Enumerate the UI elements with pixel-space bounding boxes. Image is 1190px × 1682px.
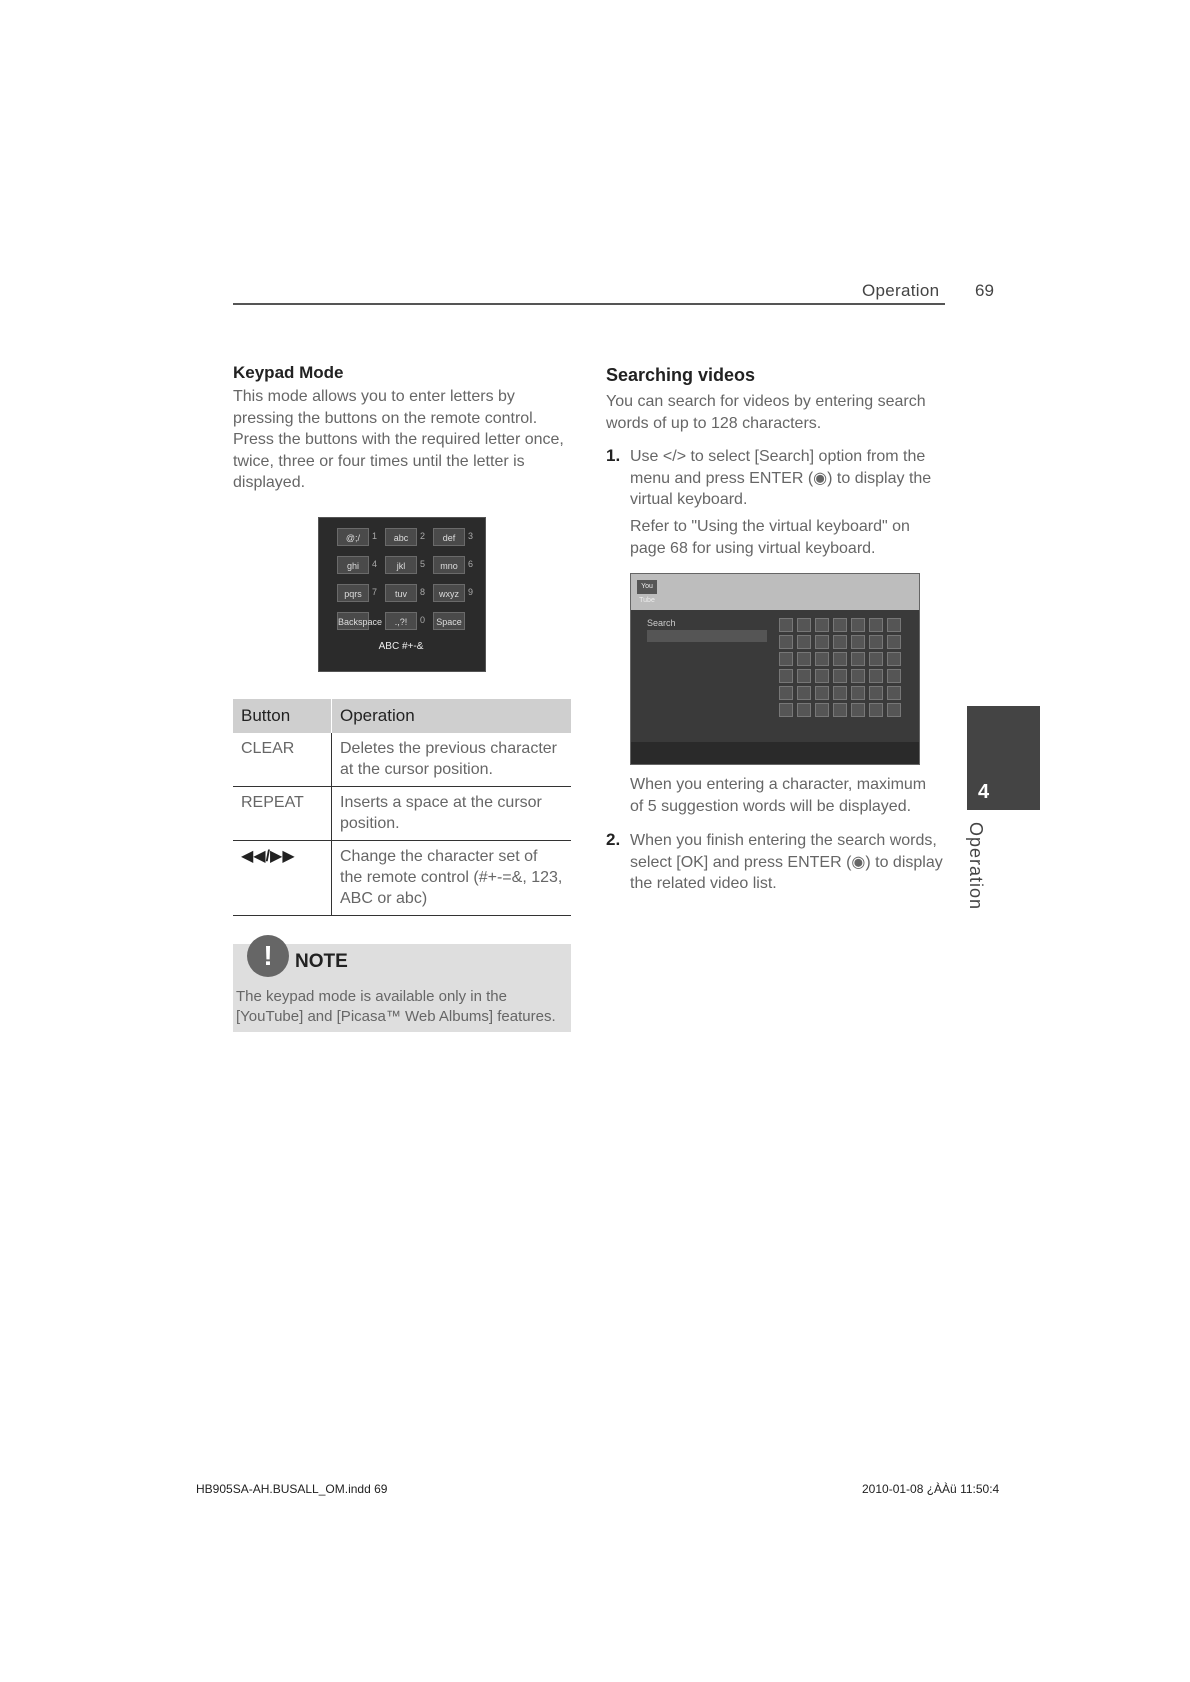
virtual-key — [815, 652, 829, 666]
screenshot-search-label: Search — [647, 618, 676, 628]
screenshot-caption: When you entering a character, maximum of 5 suggestion words will be displayed. — [630, 776, 927, 815]
keypad-key: .,?! — [385, 612, 417, 630]
virtual-key — [815, 669, 829, 683]
table-cell-button: ◀◀/▶▶ — [233, 841, 332, 916]
virtual-key — [779, 618, 793, 632]
note-title: NOTE — [295, 951, 348, 972]
virtual-key — [833, 618, 847, 632]
keypad-key: pqrs — [337, 584, 369, 602]
footer-file-info: HB905SA-AH.BUSALL_OM.indd 69 — [196, 1482, 388, 1496]
virtual-key — [851, 669, 865, 683]
keypad-key: tuv — [385, 584, 417, 602]
keypad-key-number: 3 — [468, 531, 474, 541]
step-text: When you finish entering the search words, select [OK] and press ENTER (◉) to display the related video list. — [630, 832, 943, 892]
virtual-key — [869, 703, 883, 717]
virtual-key — [869, 635, 883, 649]
running-header-section: Operation — [862, 281, 940, 300]
virtual-key — [779, 703, 793, 717]
header-rule — [233, 303, 945, 305]
virtual-key — [797, 669, 811, 683]
keypad-key-number: 8 — [420, 587, 426, 597]
keypad-key: Backspace — [337, 612, 369, 630]
virtual-key — [851, 635, 865, 649]
keypad-key-number: 6 — [468, 559, 474, 569]
keypad-key-number: 7 — [372, 587, 378, 597]
step-text: Use </> to select [Search] option from the menu and press ENTER (◉) to display the virtual keyboard. — [630, 448, 932, 508]
virtual-key — [779, 686, 793, 700]
table-cell-button: REPEAT — [233, 787, 332, 841]
virtual-key — [869, 618, 883, 632]
table-header-operation: Operation — [332, 699, 572, 733]
button-operation-table — [233, 699, 571, 916]
virtual-key — [833, 669, 847, 683]
keypad-charset-bar: ABC #+-& — [378, 641, 424, 652]
page-number: 69 — [975, 281, 994, 300]
keypad-mode-intro: This mode allows you to enter letters by pressing the buttons on the remote control. Press the buttons with the required letter once, twice, three or four times until the letter is displayed. — [233, 388, 564, 491]
table-row — [233, 787, 571, 841]
keypad-key-number: 1 — [372, 531, 378, 541]
step-subtext: Refer to "Using the virtual keyboard" on page 68 for using virtual keyboard. — [630, 518, 910, 557]
step-number: 2. — [606, 830, 621, 849]
virtual-key — [833, 652, 847, 666]
keypad-key-number: 5 — [420, 559, 426, 569]
step-number: 1. — [606, 446, 621, 465]
keypad-key: Space — [433, 612, 465, 630]
virtual-key — [851, 618, 865, 632]
virtual-key — [797, 703, 811, 717]
virtual-key — [815, 703, 829, 717]
table-row — [233, 841, 571, 916]
table-cell-button: CLEAR — [233, 733, 332, 787]
keypad-screenshot — [318, 517, 486, 672]
virtual-key — [887, 652, 901, 666]
chapter-number: 4 — [978, 781, 990, 803]
virtual-keyboard-grid — [779, 618, 907, 722]
searching-videos-heading: Searching videos — [606, 365, 756, 385]
virtual-key — [779, 652, 793, 666]
keypad-key: ghi — [337, 556, 369, 574]
searching-videos-intro: You can search for videos by entering search words of up to 128 characters. — [606, 393, 926, 432]
table-row — [233, 733, 571, 787]
keypad-key: mno — [433, 556, 465, 574]
keypad-key-number: 2 — [420, 531, 426, 541]
keypad-key-number: 4 — [372, 559, 378, 569]
virtual-key — [851, 686, 865, 700]
youtube-logo: You Tube — [637, 580, 657, 594]
virtual-key — [779, 635, 793, 649]
virtual-key — [887, 618, 901, 632]
keypad-key: wxyz — [433, 584, 465, 602]
table-header-button: Button — [233, 699, 332, 733]
keypad-key: @;/ — [337, 528, 369, 546]
virtual-key — [869, 652, 883, 666]
virtual-key — [851, 703, 865, 717]
table-cell-operation: Change the character set of the remote control (#+-=&, 123, ABC or abc) — [332, 841, 572, 916]
virtual-key — [887, 703, 901, 717]
keypad-key-number: 0 — [420, 615, 426, 625]
keypad-mode-heading: Keypad Mode — [233, 363, 344, 382]
keypad-key-number: 9 — [468, 587, 474, 597]
virtual-key — [833, 686, 847, 700]
virtual-key — [833, 635, 847, 649]
table-cell-operation: Inserts a space at the cursor position. — [332, 787, 572, 841]
table-cell-operation: Deletes the previous character at the cursor position. — [332, 733, 572, 787]
keypad-key: jkl — [385, 556, 417, 574]
exclamation-icon: ! — [247, 935, 289, 977]
chapter-label: Operation — [966, 822, 986, 911]
virtual-key — [797, 686, 811, 700]
youtube-search-screenshot — [630, 573, 920, 765]
virtual-key — [797, 652, 811, 666]
virtual-key — [887, 635, 901, 649]
screenshot-bottom-bar — [631, 742, 920, 765]
screenshot-top-bar — [631, 574, 920, 610]
virtual-key — [869, 669, 883, 683]
virtual-key — [869, 686, 883, 700]
virtual-key — [779, 669, 793, 683]
virtual-key — [815, 686, 829, 700]
virtual-key — [815, 618, 829, 632]
virtual-key — [815, 635, 829, 649]
virtual-key — [851, 652, 865, 666]
screenshot-search-field — [647, 630, 767, 642]
virtual-key — [797, 635, 811, 649]
virtual-key — [887, 669, 901, 683]
virtual-key — [887, 686, 901, 700]
virtual-key — [797, 618, 811, 632]
virtual-key — [833, 703, 847, 717]
keypad-key: def — [433, 528, 465, 546]
keypad-key: abc — [385, 528, 417, 546]
note-text: The keypad mode is available only in the [YouTube] and [Picasa™ Web Albums] features. — [236, 988, 556, 1025]
footer-timestamp: 2010-01-08 ¿ÀÀü 11:50:4 — [862, 1482, 1000, 1496]
